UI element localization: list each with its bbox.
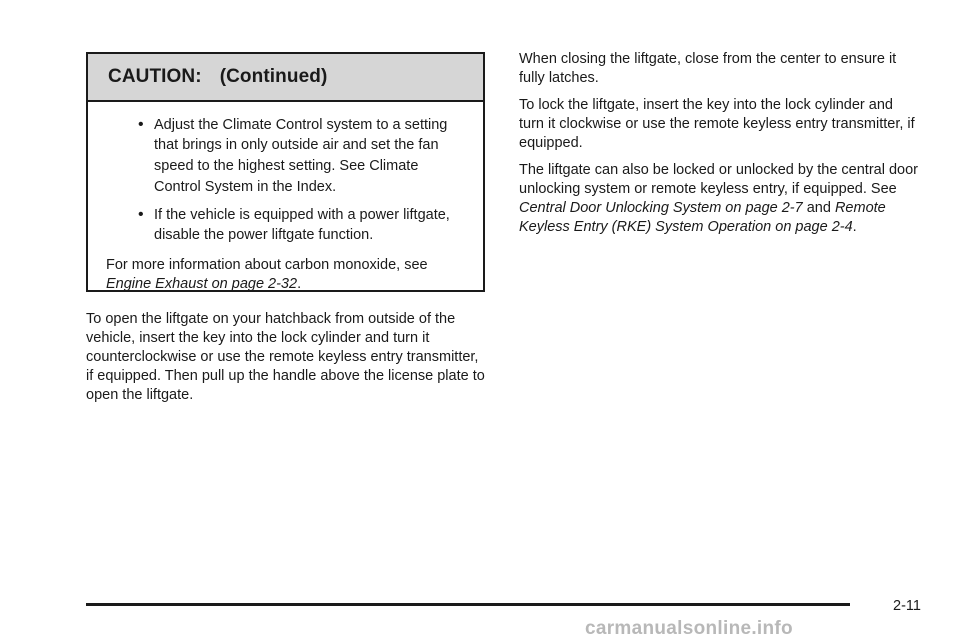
liftgate-open-paragraph: To open the liftgate on your hatchback from outside of the vehicle, insert the key into the lock cylinder and turn it counterclockwise or use the remote keyless entry transmitter, if equipped. Then pull up the handle above the license plate to open the liftgate. bbox=[86, 311, 485, 403]
central-door-unlocking-link[interactable]: Central Door Unlocking System on page 2-7 bbox=[519, 200, 803, 216]
caution-label: CAUTION: bbox=[108, 66, 202, 87]
bullet-icon: • bbox=[138, 206, 144, 223]
caution-info-paragraph bbox=[106, 256, 465, 294]
liftgate-central-lock-paragraph bbox=[519, 161, 919, 237]
info-text: For more information about carbon monoxide, see bbox=[106, 257, 428, 273]
p3-text: The liftgate can also be locked or unlocked by the central door unlocking system or remote keyless entry, if equipped. See bbox=[519, 162, 918, 197]
p3-end: . bbox=[852, 219, 857, 235]
info-end: . bbox=[297, 276, 302, 292]
watermark: carmanualsonline.info bbox=[585, 618, 793, 639]
page-number: 2-11 bbox=[893, 598, 921, 614]
footer-rule bbox=[86, 603, 850, 606]
caution-header bbox=[88, 54, 483, 102]
caution-bullet bbox=[138, 116, 465, 198]
bullet-text-rest: that brings in only outside air and set the fan speed to the highest setting. See Climate Control System in the Index. bbox=[154, 137, 439, 195]
bullet-icon: • bbox=[138, 116, 144, 133]
caution-continued: (Continued) bbox=[219, 66, 328, 87]
bullet-text-line1: Adjust the Climate Control system to a setting bbox=[154, 117, 448, 133]
engine-exhaust-link[interactable]: Engine Exhaust on page 2-32 bbox=[106, 276, 298, 292]
p3-and: and bbox=[802, 200, 835, 216]
caution-body bbox=[88, 102, 483, 294]
liftgate-lock-paragraph: To lock the liftgate, insert the key into the lock cylinder and turn it clockwise or use the remote keyless entry transmitter, if equipped. bbox=[519, 97, 915, 151]
caution-bullet bbox=[138, 206, 465, 246]
rke-system-link[interactable]: Remote Keyless Entry (RKE) System Operation on page 2-4 bbox=[519, 200, 886, 235]
caution-box bbox=[86, 52, 485, 292]
liftgate-close-paragraph: When closing the liftgate, close from the center to ensure it fully latches. bbox=[519, 51, 897, 86]
bullet-text-rest: disable the power liftgate function. bbox=[154, 227, 374, 243]
right-column bbox=[519, 50, 919, 245]
bullet-text-line1: If the vehicle is equipped with a power liftgate, bbox=[154, 207, 450, 223]
